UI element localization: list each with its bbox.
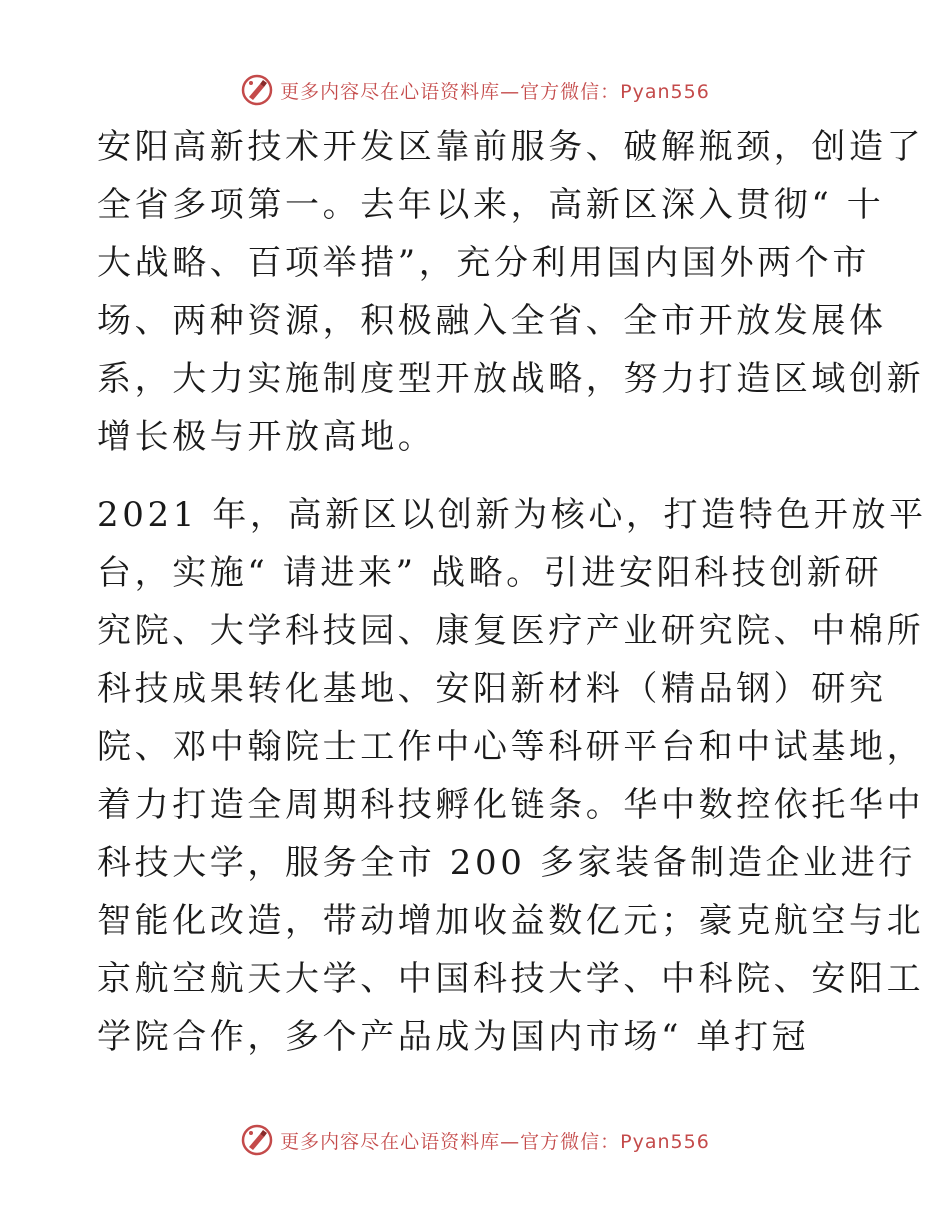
text-line: 场、两种资源，积极融入全省、全市开放发展体 — [97, 301, 887, 341]
text-line: 院、邓中翰院士工作中心等科研平台和中试基地， — [97, 727, 925, 767]
text-line: 全省多项第一。去年以来，高新区深入贯彻“ 十 — [97, 185, 885, 225]
text-line: 京航空航天大学、中国科技大学、中科院、安阳工 — [97, 959, 925, 999]
pen-nib-seal-icon — [240, 1123, 274, 1157]
text-line: 增长极与开放高地。 — [97, 417, 436, 457]
paragraph-2 — [97, 486, 927, 1066]
footer-watermark — [0, 1120, 950, 1160]
text-line: 科技成果转化基地、安阳新材料（精品钢）研究 — [97, 669, 887, 709]
pen-nib-seal-icon — [240, 73, 274, 107]
text-line: 台，实施“ 请进来” 战略。引进安阳科技创新研 — [97, 553, 883, 593]
text-line: 究院、大学科技园、康复医疗产业研究院、中棉所 — [97, 611, 925, 651]
text-line: 着力打造全周期科技孵化链条。华中数控依托华中 — [97, 785, 925, 825]
header-watermark — [0, 70, 950, 110]
text-line: 学院合作，多个产品成为国内市场“ 单打冠 — [97, 1017, 810, 1057]
text-line: 科技大学，服务全市 200 多家装备制造企业进行 — [97, 843, 916, 883]
text-line: 大战略、百项举措”，充分利用国内国外两个市 — [97, 243, 870, 283]
paragraph-1 — [97, 118, 925, 466]
text-line: 2021 年，高新区以创新为核心，打造特色开放平 — [97, 495, 927, 535]
watermark-text: 更多内容尽在心语资料库—官方微信：Pyan556 — [280, 80, 710, 103]
watermark-text: 更多内容尽在心语资料库—官方微信：Pyan556 — [280, 1130, 710, 1153]
text-line: 智能化改造，带动增加收益数亿元；豪克航空与北 — [97, 901, 925, 941]
text-line: 安阳高新技术开发区靠前服务、破解瓶颈，创造了 — [97, 127, 925, 167]
text-line: 系，大力实施制度型开放战略，努力打造区域创新 — [97, 359, 925, 399]
